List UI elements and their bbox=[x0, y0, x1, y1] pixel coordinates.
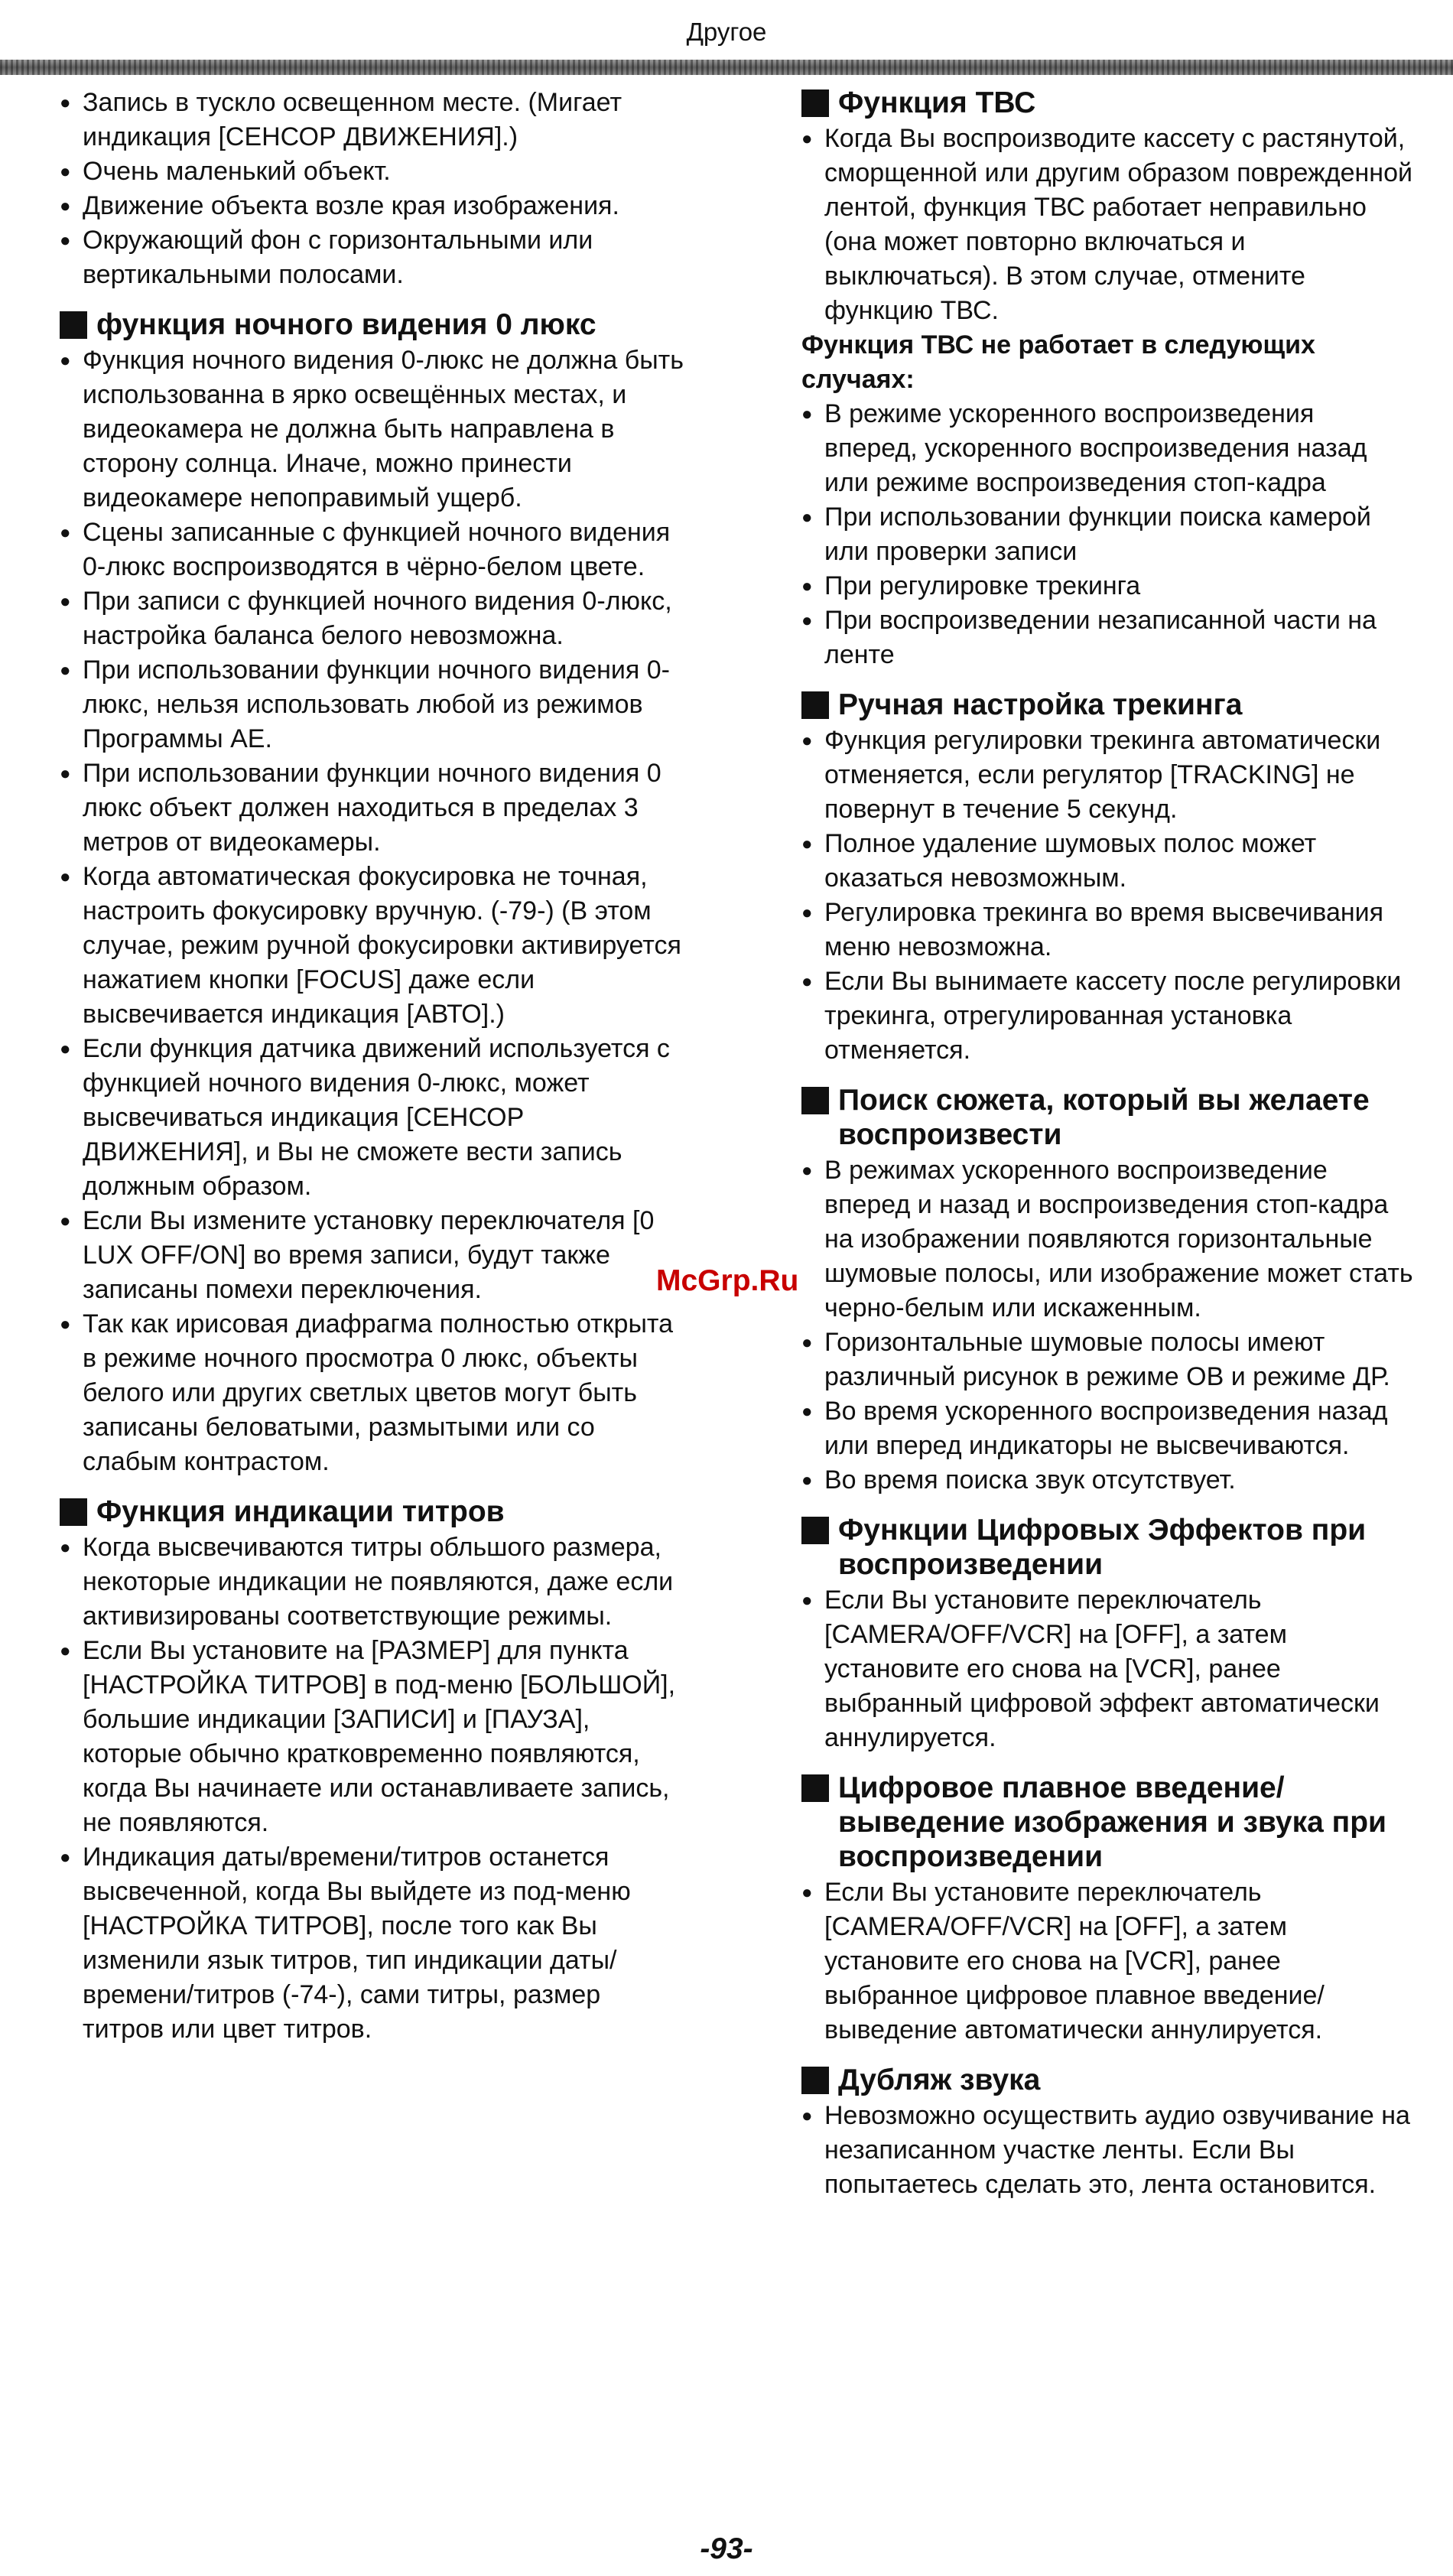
list-item: ● Так как ирисовая диафрагма полностью открыта в режиме ночного просмотра 0 люкс, объекты белого или других светлых цветов могут быть записаны беловатыми, размытыми или со слабым контрастом. bbox=[60, 1307, 687, 1479]
list-item: ● Функция ночного видения 0-люкс не должна быть использованна в ярко освещённых местах, и видеокамера не должна быть направлена в сторону солнца. Иначе, можно принести видеокамере непоправимый ущерб. bbox=[60, 343, 687, 516]
section-heading bbox=[60, 1495, 687, 1529]
section-heading bbox=[801, 86, 1413, 120]
section-title: Цифровое плавное введение/выведение изображения и звука при воспроизведении bbox=[838, 1771, 1386, 1873]
square-bullet-icon bbox=[60, 1498, 87, 1526]
intro-bullet-list bbox=[60, 86, 687, 292]
square-bullet-icon bbox=[801, 1517, 829, 1544]
section-digital-effects bbox=[801, 1513, 1413, 1755]
section-tbc bbox=[801, 86, 1413, 672]
section-intro bbox=[60, 86, 687, 292]
list-item: ● Полное удаление шумовых полос может оказаться невозможным. bbox=[801, 827, 1413, 896]
watermark-text: McGrp.Ru bbox=[656, 1264, 799, 1297]
list-item: ● Регулировка трекинга во время высвечивания меню невозможна. bbox=[801, 896, 1413, 964]
list-item: ● Во время ускоренного воспроизведения назад или вперед индикаторы не высвечиваются. bbox=[801, 1394, 1413, 1463]
list-item: ● При записи с функцией ночного видения 0-люкс, настройка баланса белого невозможна. bbox=[60, 584, 687, 653]
list-item: ● Запись в тускло освещенном месте. (Мигает индикация [СЕНСОР ДВИЖЕНИЯ].) bbox=[60, 86, 687, 154]
list-item: ● Если Вы вынимаете кассету после регулировки трекинга, отрегулированная установка отменяется. bbox=[801, 964, 1413, 1068]
right-column bbox=[801, 86, 1413, 2217]
list-item: ● Горизонтальные шумовые полосы имеют различный рисунок в режиме OB и режиме ДР. bbox=[801, 1325, 1413, 1394]
section-heading bbox=[801, 1771, 1413, 1874]
square-bullet-icon bbox=[801, 2067, 829, 2094]
list-item: ● При использовании функции ночного видения 0-люкс, нельзя использовать любой из режимов Программы АЕ. bbox=[60, 653, 687, 756]
list-item: ● При воспроизведении незаписанной части на ленте bbox=[801, 603, 1413, 672]
tbc-bullet-list bbox=[801, 122, 1413, 328]
tbc-sub-bullet-list bbox=[801, 397, 1413, 672]
section-title: Поиск сюжета, который вы желаете воспроизвести bbox=[838, 1084, 1370, 1151]
section-heading bbox=[801, 688, 1413, 722]
list-item: ● Сцены записанные с функцией ночного видения 0-люкс воспроизводятся в чёрно-белом цвете. bbox=[60, 516, 687, 584]
list-item: ● При регулировке трекинга bbox=[801, 569, 1413, 603]
section-scene-search bbox=[801, 1083, 1413, 1498]
square-bullet-icon bbox=[801, 89, 829, 117]
section-heading bbox=[801, 2063, 1413, 2097]
section-audio-dub bbox=[801, 2063, 1413, 2202]
audio-dub-bullet-list bbox=[801, 2099, 1413, 2202]
section-titles-display bbox=[60, 1495, 687, 2047]
list-item: ● Функция регулировки трекинга автоматически отменяется, если регулятор [TRACKING] не повернут в течение 5 секунд. bbox=[801, 724, 1413, 827]
header-rule bbox=[0, 60, 1453, 75]
list-item: ● Когда высвечиваются титры обльшого размера, некоторые индикации не появляются, даже если активизированы соответствующие режимы. bbox=[60, 1530, 687, 1634]
square-bullet-icon bbox=[801, 1774, 829, 1802]
section-title: Дубляж звука bbox=[838, 2064, 1041, 2096]
list-item: ● В режимах ускоренного воспроизведение вперед и назад и воспроизведения стоп-кадра на изображении появляются горизонтальные шумовые полосы, или изображение может стать черно-белым или искаженным. bbox=[801, 1153, 1413, 1325]
tbc-subhead: Функция ТВС не работает в следующих случаях: bbox=[801, 330, 1315, 394]
digital-fade-bullet-list bbox=[801, 1875, 1413, 2047]
list-item: ● Если Вы установите переключатель [CAMERA/OFF/VCR] на [OFF], а затем установите его снова на [VCR], ранее выбранный цифровой эффект автоматически аннулируется. bbox=[801, 1583, 1413, 1755]
square-bullet-icon bbox=[60, 311, 87, 339]
page-number: -93- bbox=[700, 2532, 753, 2565]
list-item: ● Движение объекта возле края изображения. bbox=[60, 189, 687, 223]
list-item: ● Индикация даты/времени/титров останется высвеченной, когда Вы выйдете из под-меню [НАСТРОЙКА ТИТРОВ], после того как Вы изменили язык титров, тип индикации даты/времени/титров (-74-), сами титры, размер титров или цвет титров. bbox=[60, 1840, 687, 2047]
square-bullet-icon bbox=[801, 691, 829, 719]
section-title: Ручная настройка трекинга bbox=[838, 688, 1243, 721]
titles-display-bullet-list bbox=[60, 1530, 687, 2047]
section-digital-fade bbox=[801, 1771, 1413, 2047]
section-heading bbox=[801, 1083, 1413, 1152]
list-item: ● Окружающий фон с горизонтальными или вертикальными полосами. bbox=[60, 223, 687, 292]
left-column bbox=[60, 86, 687, 2062]
list-item: ● Когда Вы воспроизводите кассету с растянутой, сморщенной или другим образом поврежденной лентой, функция ТВС работает неправильно (она может повторно включаться и выключаться). В этом случае, отмените функцию ТВС. bbox=[801, 122, 1413, 328]
page-header-title: Другое bbox=[686, 18, 767, 46]
section-tracking bbox=[801, 688, 1413, 1068]
list-item: ● Если Вы установите переключатель [CAMERA/OFF/VCR] на [OFF], а затем установите его снова на [VCR], ранее выбранное цифровое плавное введение/выведение автоматически аннулируется. bbox=[801, 1875, 1413, 2047]
section-title: Функции Цифровых Эффектов при воспроизведении bbox=[838, 1514, 1367, 1581]
night-vision-bullet-list bbox=[60, 343, 687, 1479]
list-item: ● Во время поиска звук отсутствует. bbox=[801, 1463, 1413, 1498]
digital-effects-bullet-list bbox=[801, 1583, 1413, 1755]
tracking-bullet-list bbox=[801, 724, 1413, 1068]
list-item: ● Когда автоматическая фокусировка не точная, настроить фокусировку вручную. (-79-) (В этом случае, режим ручной фокусировки активируется нажатием кнопки [FOCUS] даже если высвечивается индикация [АВТО].) bbox=[60, 860, 687, 1032]
section-night-vision bbox=[60, 307, 687, 1479]
list-item: ● Невозможно осуществить аудио озвучивание на незаписанном участке ленты. Если Вы попытаетесь сделать это, лента остановится. bbox=[801, 2099, 1413, 2202]
section-heading bbox=[801, 1513, 1413, 1582]
section-heading bbox=[60, 307, 687, 342]
list-item: ● Если функция датчика движений используется с функцией ночного видения 0-люкс, может высвечиваться индикация [СЕНСОР ДВИЖЕНИЯ], и Вы не сможете вести запись должным образом. bbox=[60, 1032, 687, 1204]
section-title: функция ночного видения 0 люкс bbox=[96, 308, 596, 341]
list-item: ● Если Вы измените установку переключателя [0 LUX OFF/ON] во время записи, будут также записаны помехи переключения. bbox=[60, 1204, 687, 1307]
list-item: ● При использовании функции ночного видения 0 люкс объект должен находиться в пределах 3 метров от видеокамеры. bbox=[60, 756, 687, 860]
section-title: Функция ТВС bbox=[838, 86, 1036, 119]
section-title: Функция индикации титров bbox=[96, 1495, 505, 1528]
list-item: ● Очень маленький объект. bbox=[60, 154, 687, 189]
square-bullet-icon bbox=[801, 1087, 829, 1114]
scene-search-bullet-list bbox=[801, 1153, 1413, 1498]
list-item: ● Если Вы установите на [РАЗМЕР] для пункта [НАСТРОЙКА ТИТРОВ] в под-меню [БОЛЬШОЙ], большие индикации [ЗАПИСИ] и [ПАУЗА], которые обычно кратковременно появляются, когда Вы начинаете или останавливаете запись, не появляются. bbox=[60, 1634, 687, 1840]
list-item: ● При использовании функции поиска камерой или проверки записи bbox=[801, 500, 1413, 569]
list-item: ● В режиме ускоренного воспроизведения вперед, ускоренного воспроизведения назад или режиме воспроизведения стоп-кадра bbox=[801, 397, 1413, 500]
